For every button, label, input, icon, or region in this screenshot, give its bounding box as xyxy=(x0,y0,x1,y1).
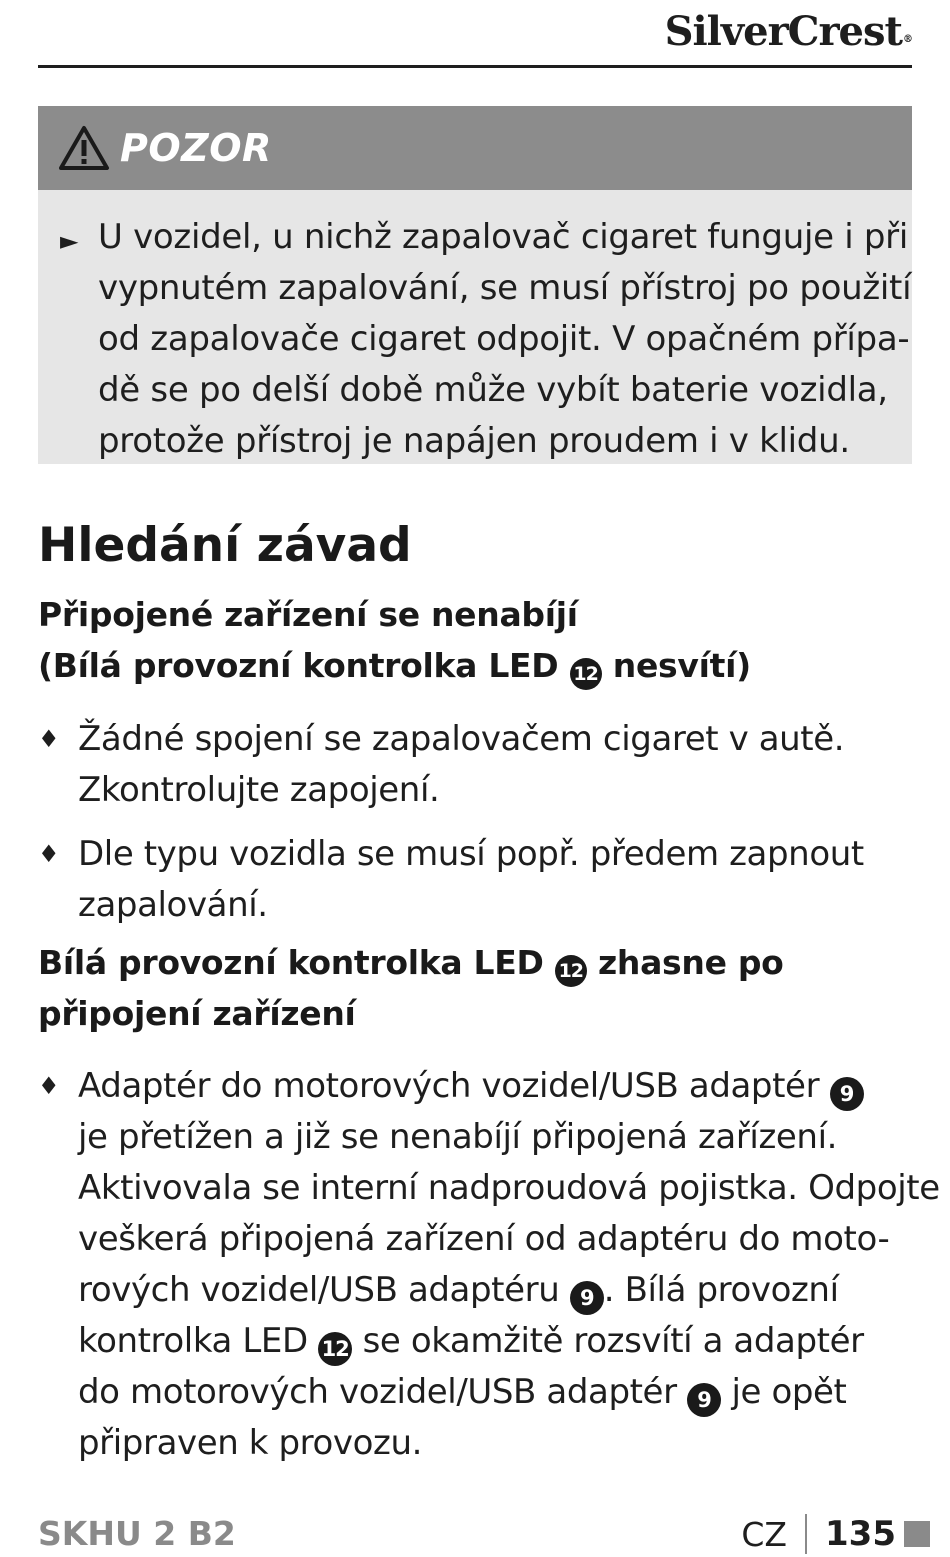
warning-header xyxy=(38,106,912,190)
warning-line: dě se po delší době může vybít baterie vozidla, xyxy=(98,370,888,410)
footer-model: SKHU 2 B2 xyxy=(38,1514,236,1553)
callout-9: 9 xyxy=(830,1077,864,1111)
subheading-not-charging: Připojené zařízení se nenabíjí (Bílá provozní kontrolka LED 12 nesvítí) xyxy=(38,589,751,691)
arrow-icon: ► xyxy=(60,227,79,255)
subheading-led-off: Bílá provozní kontrolka LED 12 zhasne po připojení zařízení xyxy=(38,943,784,1033)
warning-title: POZOR xyxy=(120,126,272,170)
registered-mark: ® xyxy=(903,34,912,45)
warning-line: vypnutém zapalování, se musí přístroj po použití xyxy=(98,268,912,308)
warning-box xyxy=(38,106,912,464)
diamond-bullet-icon: ♦ xyxy=(38,840,60,868)
square-marker-icon xyxy=(904,1521,930,1547)
callout-12: 12 xyxy=(555,955,587,987)
warning-text xyxy=(38,190,912,467)
section-title: Hledání závad xyxy=(38,518,412,573)
page-number: 135 xyxy=(825,1514,896,1554)
warning-line: protože přístroj je napájen proudem i v klidu. xyxy=(98,421,850,461)
callout-9: 9 xyxy=(570,1281,604,1315)
footer-separator xyxy=(805,1514,807,1554)
footer-page-info xyxy=(741,1512,930,1556)
list-item: ♦ Žádné spojení se zapalovačem cigaret v autě. Zkontrolujte zapojení. xyxy=(38,714,916,816)
callout-12: 12 xyxy=(318,1332,352,1366)
list-item: ♦ Dle typu vozidla se musí popř. předem zapnout zapalování. xyxy=(38,829,916,931)
callout-12: 12 xyxy=(570,658,602,690)
callout-9: 9 xyxy=(687,1383,721,1417)
footer-language: CZ xyxy=(741,1514,788,1554)
warning-line: U vozidel, u nichž zapalovač cigaret funguje i při xyxy=(98,217,908,257)
list-item: ♦ Adaptér do motorových vozidel/USB adaptér 9 je přetížen a již se nenabíjí připojená zařízení. Aktivovala se interní nadproudová pojistka. Odpojte veškerá připojená zařízení od adaptéru do moto- rových vozidel/USB adaptéru 9 . Bílá provozní kontrolka LED 12 se okamžitě rozsvítí a adaptér do motorových vozidel/USB adaptér 9 je opět připraven k provozu. xyxy=(38,1061,916,1469)
diamond-bullet-icon: ♦ xyxy=(38,1072,60,1100)
warning-triangle-icon xyxy=(58,125,110,171)
brand-logo: SilverCrest® xyxy=(664,8,912,55)
header-rule xyxy=(38,65,912,68)
diamond-bullet-icon: ♦ xyxy=(38,725,60,753)
warning-line: od zapalovače cigaret odpojit. V opačném přípa- xyxy=(98,319,910,359)
